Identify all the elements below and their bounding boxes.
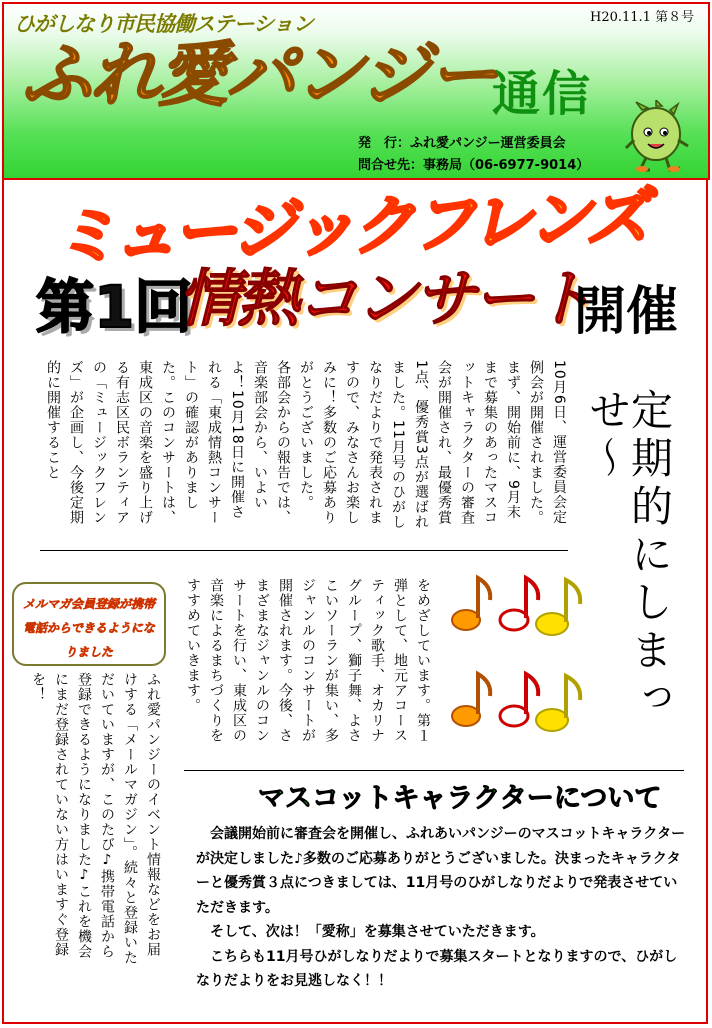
article-column-1: 10月6日、運営委員会定例会が開催されました。まず、開始前に、9月末まで募集のあったマスコットキャラクターの審査会が開催され、最優秀賞1点、優秀賞3点が選ばれました。11月号のひがしなりだよりで発表されますので、みなさんお楽しみに！多数のご応募ありがとうございました。 各部会からの報告では、音楽部会から、いよいよ！10月18日に開催される「東成情熱コンサート」の確認がありました。このコンサートは、東成区の音楽を盛り上げる有志区民ボランティアの「ミュージックフレンズ」が企画し、今後定期的に開催すること — [45, 360, 567, 530]
paragraph: こちらも11月号ひがしなりだよりで募集スタートとなりますので、ひがしなりだよりをお見逃しなく！！ — [196, 948, 678, 989]
mascot-character-illustration — [622, 100, 692, 172]
divider — [40, 550, 568, 551]
event-name: 情熱コンサート — [178, 262, 592, 335]
publisher: 発 行：ふれ愛パンジー運営委員会 — [358, 136, 566, 151]
headline-number: 第1回 — [36, 273, 193, 341]
issue-number: H20.11.1 第８号 — [590, 10, 695, 25]
side-title: 定期的にしまっせ〜 — [583, 388, 674, 724]
contact-info: 問合せ先：事務局（06-6977-9014） — [358, 158, 590, 173]
headline-suffix: 開催 — [574, 282, 679, 342]
station-name: ひがしなり市民協働ステーション — [14, 12, 313, 36]
article-column-2: をめざしています。第１弾として、地元アコースティック歌手、オカリナグループ、獅子舞、よさこいソーランが集い、多ジャンルのコンサートが開催されます。今後、さまざまなジャンルのコンサートを行い、東成区の音楽によるまちづくりをすすめていきます。 — [185, 578, 431, 743]
divider — [184, 770, 684, 771]
mailmag-article: ふれ愛パンジーのイベント情報などをお届けする「メールマガジン」。続々と登録いただいていますが、このたび♪携帯電話から登録できるようになりました♪これを機会にまだ登録されていない方はいますぐ登録を！ — [30, 672, 161, 965]
mascot-section-heading: マスコットキャラクターについて — [258, 783, 662, 814]
paragraph: そして、次は！「愛称」を募集させていただきます。 — [210, 924, 545, 940]
paragraph: 会議開始前に審査会を開催し、ふれあいパンジーのマスコットキャラクターが決定しました♪多数のご応募ありがとうございました。決まったキャラクターと優秀賞３点につきましては、11月号のひがしなりだよりで発表させていただきます。 — [196, 826, 686, 916]
music-friends-headline: ミュージックフレンズ — [52, 180, 647, 276]
mascot-section-body — [196, 822, 690, 994]
mailmag-callout: メルマガ会員登録が携帯電話からできるようになりました — [12, 582, 166, 666]
newsletter-title-suffix: 通信 — [492, 66, 593, 122]
music-notes-illustration — [440, 560, 590, 750]
newsletter-title: ふれ愛パンジー — [22, 34, 497, 116]
